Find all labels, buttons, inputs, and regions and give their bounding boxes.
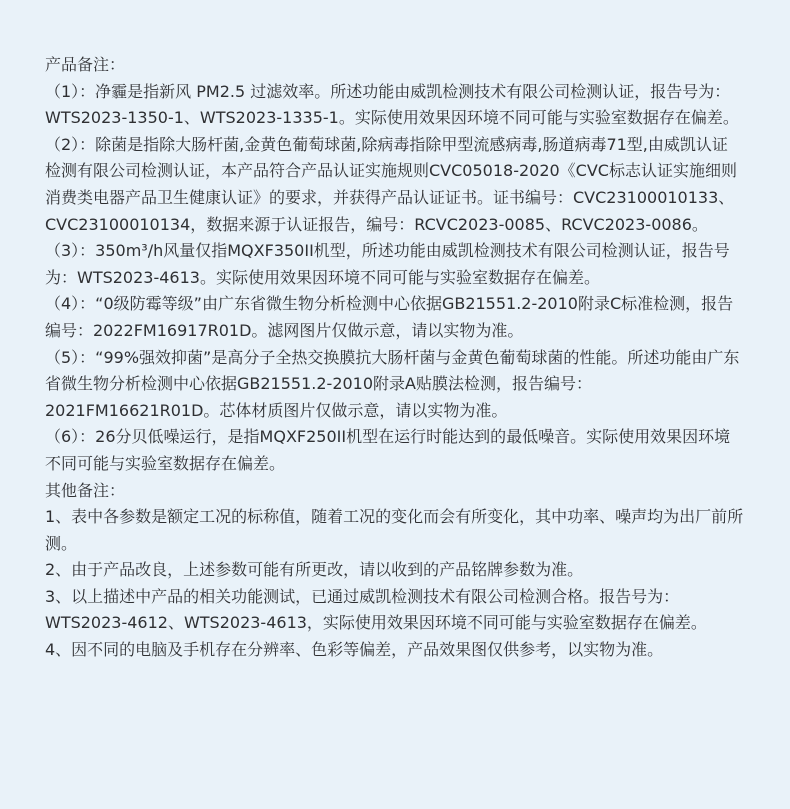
note-line: 2021FM16621R01D。芯体材质图片仅做示意，请以实物为准。: [45, 400, 508, 420]
note-line: 不同可能与实验室数据存在偏差。: [45, 453, 286, 473]
note-item-4: [45, 291, 748, 344]
note-item-5: [45, 345, 748, 425]
note-line: （4）：“0级防霉等级”由广东省微生物分析检测中心依据GB21551.2-2010附录C标准检测，报告: [45, 294, 734, 314]
note-item-3: [45, 238, 748, 291]
other-note-line: 4、因不同的电脑及手机存在分辨率、色彩等偏差，产品效果图仅供参考，以实物为准。: [45, 640, 664, 660]
other-note-line: WTS2023-4612、WTS2023-4613，实际使用效果因环境不同可能与实验室数据存在偏差。: [45, 613, 707, 633]
note-line: （2）：除菌是指除大肠杆菌,金黄色葡萄球菌,除病毒指除甲型流感病毒,肠道病毒71型,由威凯认证: [45, 134, 728, 154]
note-line: CVC23100010134，数据来源于认证报告，编号：RCVC2023-0085、RCVC2023-0086。: [45, 214, 708, 234]
note-line: WTS2023-1350-1、WTS2023-1335-1。实际使用效果因环境不同可能与实验室数据存在偏差。: [45, 108, 739, 128]
note-item-6: [45, 424, 748, 477]
product-notes-title: 产品备注：: [45, 55, 126, 74]
other-notes-title: 其他备注：: [45, 480, 126, 500]
note-line: （1）：净霾是指新风 PM2.5 过滤效率。所述功能由威凯检测技术有限公司检测认证，报告号为：: [45, 81, 731, 101]
note-line: （3）：350m³/h风量仅指MQXF350II机型，所述功能由威凯检测技术有限公司检测认证，报告号: [45, 241, 730, 261]
other-note-item-2: [45, 557, 748, 584]
note-item-2: [45, 132, 748, 238]
note-line: 编号：2022FM16917R01D。滤网图片仅做示意，请以实物为准。: [45, 320, 524, 340]
other-note-item-1: [45, 504, 748, 557]
other-note-line: 测。: [45, 533, 78, 553]
note-item-1: [45, 79, 748, 132]
note-line: 消费类电器产品卫生健康认证》的要求，并获得产品认证证书。证书编号：CVC23100010133、: [45, 187, 735, 207]
other-note-item-4: [45, 637, 748, 664]
other-note-item-3: [45, 584, 748, 637]
note-line: 省微生物分析检测中心依据GB21551.2-2010附录A贴膜法检测，报告编号：: [45, 374, 592, 394]
other-note-line: 3、以上描述中产品的相关功能测试，已通过威凯检测技术有限公司检测合格。报告号为：: [45, 586, 680, 606]
note-line: （6）：26分贝低噪运行，是指MQXF250II机型在运行时能达到的最低噪音。实际使用效果因环境: [45, 427, 731, 447]
note-line: （5）：“99%强效抑菌”是高分子全热交换膜抗大肠杆菌与金黄色葡萄球菌的性能。所述功能由广东: [45, 347, 740, 367]
note-line: 检测有限公司检测认证，本产品符合产品认证实施规则CVC05018-2020《CVC标志认证实施细则: [45, 161, 737, 181]
note-line: 为：WTS2023-4613。实际使用效果因环境不同可能与实验室数据存在偏差。: [45, 267, 600, 287]
other-note-line: 2、由于产品改良，上述参数可能有所更改，请以收到的产品铭牌参数为准。: [45, 560, 584, 580]
other-note-line: 1、表中各参数是额定工况的标称值，随着工况的变化而会有所变化，其中功率、噪声均为出厂前所: [45, 507, 744, 527]
